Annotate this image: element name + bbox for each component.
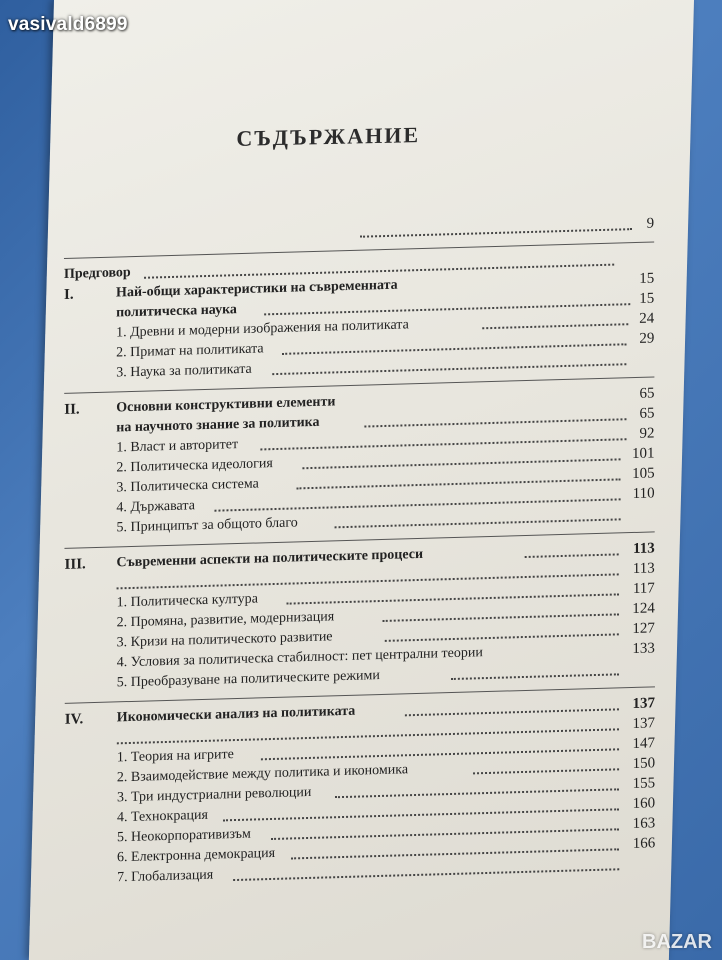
toc-item-label: 1. Политическа култура [116, 591, 258, 611]
toc-page-number: 15 [639, 290, 655, 307]
brand-logo: BAZAR [642, 931, 712, 953]
toc-page-number: 113 [632, 560, 655, 577]
toc-page-number: 155 [632, 775, 656, 792]
toc-item-label: 3. Наука за политиката [116, 361, 252, 381]
toc-page-number: 101 [632, 445, 655, 463]
chapter-title: Икономически анализ на политиката [116, 703, 356, 726]
toc-page-number: 113 [632, 540, 655, 557]
toc-page-number: 117 [632, 580, 655, 597]
chapter-number: IV. [64, 711, 84, 728]
leader-dots [525, 541, 619, 558]
toc-item-label: 5. Принципът за общото благо [116, 515, 298, 536]
toc-page-number: 166 [632, 835, 656, 852]
toc-page-number: 110 [632, 485, 655, 503]
toc-item-label: 7. Глобализация [117, 867, 214, 886]
toc-item-label: 2. Взаимодействие между политика и икономика [116, 762, 409, 786]
toc-page-number: 160 [632, 795, 656, 812]
toc-page-number: 15 [639, 270, 655, 287]
chapter-title: политическа наука [116, 302, 237, 321]
leader-dots [360, 216, 632, 238]
toc-item-label: 6. Електронна демокрация [117, 845, 276, 866]
toc-item-label: 2. Политическа идеология [116, 456, 273, 476]
toc-item-label: 3. Политическа система [116, 476, 259, 496]
toc-page-number: 65 [639, 385, 655, 402]
toc-entry-label: Предговор [63, 265, 131, 282]
toc-item-label: 1. Власт и авторитет [116, 437, 239, 456]
toc-item-label: 3. Три индустриални революции [116, 784, 312, 806]
toc-item-label: 4. Технокрация [116, 807, 208, 826]
toc-item-label: 5. Неокорпоративизъм [116, 826, 251, 846]
toc-top-dots-line [64, 216, 654, 252]
toc-page-number: 24 [639, 310, 655, 327]
toc-page-number: 137 [632, 715, 656, 732]
chapter-title: Най-общи характеристики на съвременната [116, 277, 398, 301]
page-title: СЪДЪРЖАНИЕ [236, 122, 421, 151]
toc-item-label: 1. Теория на игрите [116, 747, 234, 766]
toc-item-label: 4. Условия за политическа стабилност: пет централни теории [116, 645, 483, 671]
toc-page-number: 133 [632, 640, 655, 657]
chapter-number: I. [64, 286, 74, 303]
toc-page-number: 150 [632, 755, 656, 772]
toc-page-number: 147 [632, 735, 656, 752]
chapter-number: III. [64, 556, 86, 573]
chapter-title: на научното знание за политика [116, 414, 320, 436]
toc-page-number: 105 [632, 465, 655, 483]
table-of-contents [64, 216, 655, 892]
toc-item-label: 5. Преобразуване на политическите режими [116, 668, 380, 691]
chapter-title: Съвременни аспекти на политическите процеси [116, 546, 424, 571]
toc-page-number: 29 [639, 330, 655, 347]
leader-dots [473, 756, 619, 774]
toc-page-number: 124 [632, 600, 655, 617]
toc-item-label: 3. Кризи на политическото развитие [116, 629, 333, 651]
toc-item-label: 2. Примат на политиката [116, 341, 264, 361]
toc-page-number: 65 [639, 405, 655, 422]
toc-page-number: 127 [632, 620, 655, 637]
toc-item-label: 2. Промяна, развитие, модернизация [116, 609, 335, 631]
toc-page-number: 92 [639, 425, 655, 442]
book-page [29, 0, 694, 960]
leader-dots [405, 696, 619, 716]
seller-watermark: vasivald6899 [8, 14, 128, 35]
toc-item-label: 1. Древни и модерни изображения на политиката [116, 317, 409, 341]
toc-item-label: 4. Държавата [116, 498, 195, 516]
toc-page-number: 137 [632, 695, 655, 712]
toc-page-number: 9 [646, 215, 655, 232]
toc-page-number: 163 [632, 815, 656, 832]
leader-dots [482, 311, 628, 329]
chapter-number: II. [64, 401, 80, 418]
chapter-title: Основни конструктивни елементи [116, 394, 336, 416]
